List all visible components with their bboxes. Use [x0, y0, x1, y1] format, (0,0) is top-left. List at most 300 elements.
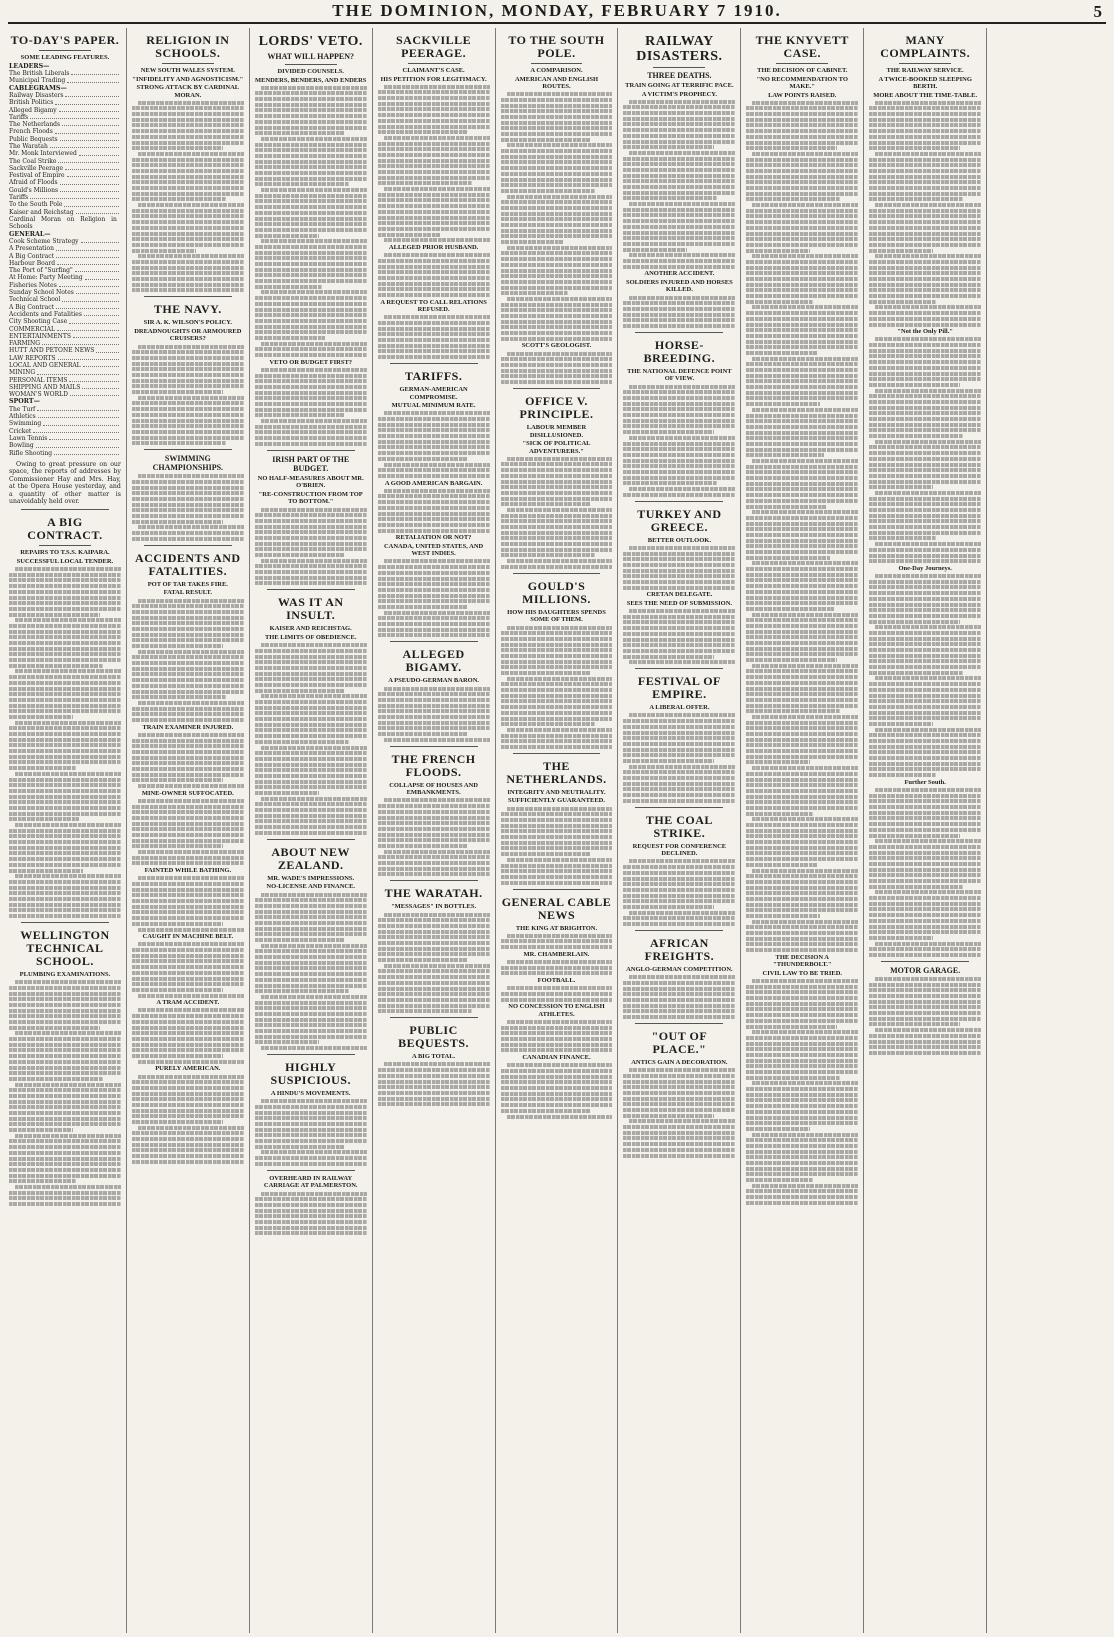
text-line	[746, 840, 858, 844]
text-line	[132, 141, 244, 145]
text-line	[501, 542, 613, 546]
text-line	[384, 411, 490, 415]
text-line	[378, 468, 490, 472]
irish-title: IRISH PART OF THE BUDGET.	[272, 454, 350, 473]
text-line	[746, 578, 858, 582]
text-line	[869, 1000, 981, 1004]
text-line	[623, 459, 735, 463]
text-line	[501, 818, 613, 822]
text-line	[132, 232, 244, 236]
text-line	[623, 922, 735, 926]
text-line	[623, 196, 717, 200]
text-line	[746, 669, 858, 673]
text-line	[132, 441, 226, 445]
text-line	[869, 192, 981, 196]
text-line	[869, 129, 981, 133]
text-line	[378, 975, 490, 979]
text-line	[132, 1103, 244, 1107]
text-line	[623, 748, 735, 752]
sackville-sub4: A REQUEST TO CALL RELATIONS REFUSED.	[380, 298, 487, 314]
text-line	[869, 354, 981, 358]
text-line	[9, 760, 121, 764]
text-line	[869, 508, 981, 512]
knyvett-sub5: CIVIL LAW TO BE TRIED.	[762, 969, 843, 977]
text-line	[623, 481, 717, 485]
text-line	[869, 186, 981, 190]
index-entry	[9, 136, 121, 143]
out-of-place-sub: ANTICS GAIN A DECORATION.	[631, 1059, 728, 1066]
text-line	[255, 131, 346, 135]
index-entry-label: British Politics	[9, 99, 54, 107]
text-line	[629, 151, 735, 155]
text-line	[501, 138, 592, 142]
text-line	[501, 115, 613, 119]
text-line	[746, 692, 858, 696]
text-line	[623, 140, 735, 144]
text-line	[255, 1220, 367, 1224]
index-leader-dots	[33, 428, 119, 433]
text-line	[746, 635, 858, 639]
text-line	[132, 373, 244, 377]
index-entry	[9, 128, 121, 135]
turkey-sub3: SEES THE NEED OF SUBMISSION.	[626, 599, 733, 607]
text-line	[255, 1029, 367, 1033]
text-line	[629, 609, 735, 613]
article-text	[132, 799, 244, 866]
text-line	[746, 772, 858, 776]
office-title: OFFICE V. PRINCIPLE.	[519, 394, 594, 422]
railway-sub5: SOLDIERS INJURED AND HORSES KILLED.	[626, 278, 733, 294]
text-line	[869, 531, 981, 535]
text-line	[869, 828, 981, 832]
text-line	[875, 625, 981, 629]
bigamy-title: ALLEGED BIGAMY.	[402, 647, 465, 675]
index-entry	[9, 311, 121, 318]
text-line	[132, 899, 244, 903]
text-line	[746, 687, 858, 691]
index-entry-label: Afraid of Floods	[9, 179, 58, 187]
text-line	[378, 293, 490, 297]
text-line	[501, 291, 568, 295]
text-line	[132, 905, 244, 909]
text-line	[746, 795, 858, 799]
index-entry	[9, 216, 121, 231]
text-line	[255, 296, 367, 300]
text-line	[746, 294, 858, 298]
text-line	[869, 343, 981, 347]
text-line	[746, 487, 858, 491]
text-line	[9, 806, 121, 810]
text-line	[378, 732, 469, 736]
text-line	[501, 846, 613, 850]
text-line	[869, 554, 981, 558]
index-entry-label: LAW REPORTS	[9, 354, 56, 362]
text-line	[746, 334, 858, 338]
divider	[653, 67, 705, 68]
text-line	[501, 331, 613, 335]
text-line	[746, 425, 858, 429]
text-line	[9, 698, 121, 702]
railway-title: RAILWAY DISASTERS.	[636, 34, 723, 64]
text-line	[9, 1151, 121, 1155]
text-line	[255, 525, 367, 529]
divider	[635, 1023, 723, 1024]
text-line	[132, 1043, 244, 1047]
index-leader-dots	[60, 136, 119, 141]
index-subtitle: SOME LEADING FEATURES.	[20, 54, 110, 61]
divider	[513, 573, 601, 574]
text-line	[378, 810, 490, 814]
text-line	[746, 1064, 858, 1068]
text-line	[869, 288, 981, 292]
text-line	[746, 300, 813, 304]
text-line	[378, 210, 490, 214]
text-line	[132, 856, 244, 860]
insult-sub2: THE LIMITS OF OBEDIENCE.	[264, 633, 357, 641]
text-line	[9, 851, 121, 855]
text-line	[132, 277, 244, 281]
text-line	[255, 194, 367, 198]
index-leader-dots	[55, 99, 118, 104]
text-line	[255, 91, 367, 95]
divider	[390, 1017, 478, 1018]
text-line	[9, 869, 83, 873]
text-line	[501, 212, 613, 216]
text-line	[501, 829, 613, 833]
index-leader-dots	[55, 128, 119, 133]
article-text	[869, 574, 981, 777]
text-line	[255, 774, 367, 778]
text-line	[378, 981, 490, 985]
index-entry	[9, 304, 121, 311]
index-cables-list	[9, 92, 121, 231]
text-line	[507, 143, 613, 147]
text-line	[9, 578, 121, 582]
text-line	[378, 170, 490, 174]
text-line	[746, 1155, 858, 1159]
text-line	[255, 802, 367, 806]
text-line	[869, 834, 960, 838]
text-line	[746, 1201, 858, 1205]
text-line	[255, 353, 367, 357]
text-line	[378, 594, 490, 598]
divider	[899, 63, 951, 64]
index-entry-label: A Presentation	[9, 245, 54, 253]
index-leader-dots	[60, 179, 119, 184]
divider	[390, 363, 478, 364]
index-leader-dots	[67, 172, 119, 177]
text-line	[132, 384, 244, 388]
text-line	[869, 1011, 981, 1015]
text-line	[378, 282, 490, 286]
susp-sub: A HINDU'S MOVEMENTS.	[270, 1090, 351, 1098]
index-entry-label: Lawn Tennis	[9, 435, 48, 443]
text-line	[9, 692, 121, 696]
text-line	[378, 599, 490, 603]
text-line	[132, 520, 223, 524]
text-line	[255, 391, 367, 395]
text-line	[869, 845, 981, 849]
index-entry-label: LOCAL AND GENERAL	[9, 362, 81, 369]
text-line	[255, 683, 367, 687]
text-line	[746, 618, 858, 622]
index-entry	[9, 187, 121, 194]
text-line	[255, 904, 367, 908]
pole-sub3: SCOTT'S GEOLOGIST.	[521, 342, 592, 350]
text-line	[378, 833, 490, 837]
text-line	[869, 1005, 981, 1009]
text-line	[132, 1131, 244, 1135]
text-line	[378, 344, 490, 348]
text-line	[138, 733, 244, 737]
sackville-sub1: CLAIMANT'S CASE.	[402, 67, 465, 74]
text-line	[623, 655, 714, 659]
sackville-sub3: ALLEGED PRIOR HUSBAND.	[388, 243, 479, 251]
text-line	[501, 320, 613, 324]
pole-sub2: AMERICAN AND ENGLISH ROUTES.	[514, 75, 599, 90]
columns	[4, 28, 1110, 1633]
text-line	[132, 638, 244, 642]
text-line	[378, 445, 490, 449]
text-line	[378, 125, 490, 129]
text-line	[501, 286, 613, 290]
text-line	[255, 1145, 346, 1149]
acc-sub5: FAINTED WHILE BATHING.	[144, 867, 232, 875]
insult-sub: KAISER AND REICHSTAG.	[269, 625, 352, 633]
horse-sub: THE NATIONAL DEFENCE POINT OF VIEW.	[627, 367, 732, 383]
divider	[144, 296, 232, 297]
text-line	[255, 666, 367, 670]
index-general-list	[9, 238, 121, 326]
text-line	[261, 1046, 367, 1050]
text-line	[132, 220, 244, 224]
text-line	[138, 701, 244, 705]
text-line	[623, 753, 735, 757]
text-line	[507, 934, 613, 938]
index-entry	[9, 442, 121, 449]
index-entry	[9, 70, 121, 77]
text-line	[138, 1126, 244, 1130]
text-line	[378, 529, 490, 533]
text-line	[746, 1002, 858, 1006]
text-line	[261, 1099, 367, 1103]
text-line	[746, 778, 858, 782]
text-line	[623, 168, 735, 172]
text-line	[752, 613, 858, 617]
text-line	[623, 476, 735, 480]
column-5	[496, 28, 619, 1633]
text-line	[9, 664, 103, 668]
divider	[21, 509, 109, 510]
lords-sub1: WHAT WILL HAPPEN?	[267, 52, 355, 61]
text-line	[378, 440, 490, 444]
knyvett-title: THE KNYVETT CASE.	[755, 33, 849, 60]
text-line	[378, 204, 490, 208]
text-line	[746, 658, 837, 662]
text-line	[255, 396, 367, 400]
text-line	[869, 648, 981, 652]
text-line	[9, 755, 121, 759]
text-line	[378, 270, 490, 274]
text-line	[623, 470, 735, 474]
index-leader-dots	[50, 143, 119, 148]
text-line	[261, 797, 367, 801]
text-line	[138, 994, 244, 998]
text-line	[501, 971, 613, 975]
text-line	[384, 798, 490, 802]
complaints-sub5: One-Day Journeys.	[898, 564, 952, 572]
cable-sub4: NO CONCESSION TO ENGLISH ATHLETES.	[508, 1003, 605, 1018]
text-line	[9, 1105, 121, 1109]
text-line	[623, 179, 735, 183]
text-line	[746, 857, 858, 861]
index-entry-label: To the South Pole	[9, 201, 63, 209]
text-line	[384, 85, 490, 89]
text-line	[378, 855, 490, 859]
text-line	[255, 126, 367, 130]
index-leader-dots	[58, 158, 118, 163]
text-line	[255, 564, 367, 568]
text-line	[255, 1197, 367, 1201]
text-line	[746, 704, 858, 708]
text-line	[9, 704, 121, 708]
text-line	[746, 1121, 858, 1125]
text-line	[501, 109, 613, 113]
text-line	[746, 539, 858, 543]
article-text	[132, 876, 244, 931]
text-line	[255, 768, 367, 772]
text-line	[746, 1007, 858, 1011]
index-entry	[9, 377, 121, 384]
text-line	[623, 157, 735, 161]
text-line	[132, 123, 244, 127]
index-sport-head: SPORT—	[9, 398, 40, 406]
text-line	[746, 1036, 858, 1040]
text-line	[623, 586, 735, 590]
text-line	[746, 1161, 858, 1165]
index-entry	[9, 289, 121, 296]
text-line	[255, 330, 367, 334]
text-line	[501, 223, 613, 227]
text-line	[255, 217, 367, 221]
text-line	[746, 851, 858, 855]
text-line	[623, 643, 735, 647]
text-line	[255, 655, 367, 659]
text-line	[15, 721, 121, 725]
article-text	[132, 101, 244, 293]
text-line	[378, 355, 490, 359]
index-leader-dots	[69, 377, 118, 382]
text-line	[378, 321, 490, 325]
text-line	[869, 773, 936, 777]
text-line	[752, 510, 858, 514]
text-line	[629, 202, 735, 206]
text-line	[501, 637, 613, 641]
text-line	[507, 457, 613, 461]
text-line	[746, 624, 858, 628]
text-line	[875, 574, 981, 578]
text-line	[629, 436, 735, 440]
swim-title: SWIMMING CHAMPIONSHIPS.	[152, 454, 224, 473]
technical-sub: PLUMBING EXAMINATIONS.	[19, 971, 111, 979]
text-line	[132, 288, 244, 292]
text-line	[501, 1097, 613, 1101]
text-line	[501, 945, 613, 949]
index-entry-label: Bowling	[9, 442, 34, 450]
text-line	[623, 396, 735, 400]
text-line	[875, 491, 981, 495]
knyvett-sub3: LAW POINTS RAISED.	[768, 91, 837, 99]
text-line	[132, 480, 244, 484]
text-line	[869, 862, 981, 866]
text-line	[255, 785, 367, 789]
text-line	[746, 482, 858, 486]
text-line	[138, 474, 244, 478]
text-line	[255, 413, 346, 417]
contract-sub: REPAIRS TO T.S.S. KAIPARA.	[20, 549, 110, 557]
text-line	[869, 811, 981, 815]
index-leader-dots	[79, 150, 119, 155]
text-line	[746, 721, 858, 725]
text-line	[869, 614, 981, 618]
acc-sub4: MINE-OWNER SUFFOCATED.	[141, 789, 234, 797]
text-line	[501, 812, 613, 816]
index-entry	[9, 369, 121, 376]
article-text	[501, 1020, 613, 1052]
complaints-sub4: "Not the Only Pill."	[897, 328, 953, 336]
text-line	[629, 1068, 735, 1072]
text-line	[255, 1023, 367, 1027]
text-line	[378, 924, 490, 928]
divider	[881, 961, 969, 962]
index-entry-label: ENTERTAINMENTS	[9, 332, 71, 340]
irish-sub: NO HALF-MEASURES ABOUT MR. O'BRIEN.	[257, 474, 364, 490]
text-line	[261, 368, 367, 372]
text-line	[501, 280, 613, 284]
text-line	[132, 805, 244, 809]
text-line	[869, 699, 981, 703]
text-line	[501, 852, 592, 856]
text-line	[623, 105, 735, 109]
index-leader-dots	[30, 114, 119, 119]
text-line	[501, 864, 613, 868]
text-line	[501, 126, 613, 130]
accidents-title: ACCIDENTS AND FATALITIES.	[135, 550, 241, 578]
text-line	[378, 987, 490, 991]
index-entry	[9, 318, 121, 325]
text-line	[378, 198, 490, 202]
text-line	[623, 424, 735, 428]
text-line	[623, 888, 735, 892]
text-line	[255, 103, 367, 107]
text-line	[501, 536, 613, 540]
text-line	[132, 712, 244, 716]
complaints-sub6: Further South.	[904, 778, 946, 786]
article-text	[132, 474, 244, 541]
text-line	[9, 1128, 73, 1132]
article-text	[869, 788, 981, 957]
text-line	[255, 898, 367, 902]
text-line	[629, 975, 735, 979]
text-line	[132, 744, 244, 748]
text-line	[255, 336, 325, 340]
text-line	[746, 567, 858, 571]
index-leader-dots	[85, 274, 119, 279]
text-line	[623, 793, 735, 797]
text-line	[501, 875, 613, 879]
text-line	[255, 108, 367, 112]
text-line	[746, 197, 840, 201]
